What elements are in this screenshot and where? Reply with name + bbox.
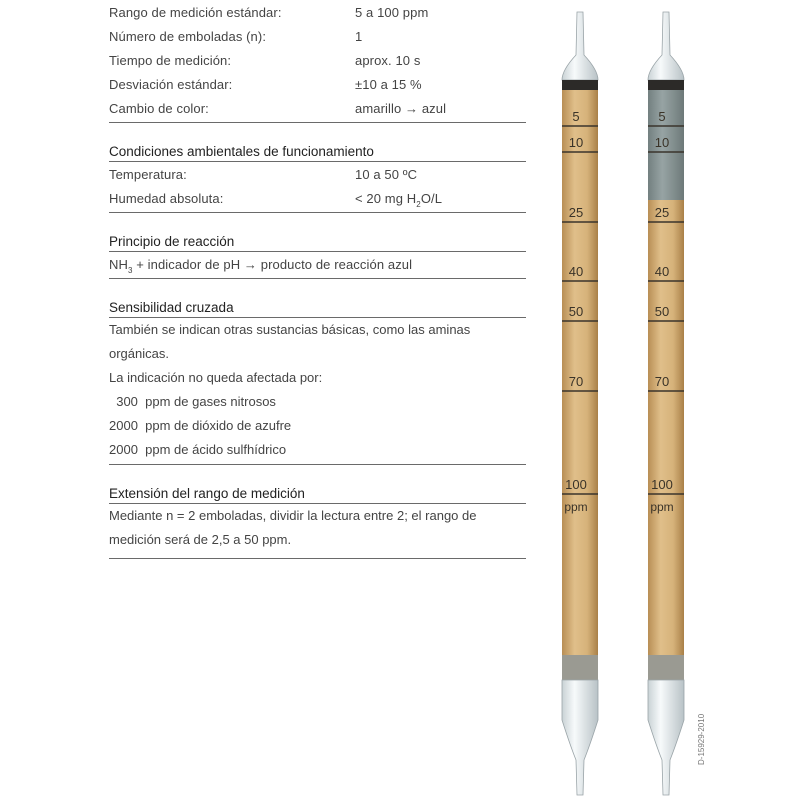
- reaction-formula: $NH_3$ + indicador de pH → producto de reacción azul: [109, 256, 413, 275]
- scale-label: 25: [568, 205, 584, 220]
- detector-tubes-image: [540, 0, 720, 800]
- spec-row: Rango de medición estándar: 5 a 100 ppm: [109, 4, 429, 20]
- scale-label: 10: [568, 135, 584, 150]
- humidity-value: < 20 mg $H_2O/L$: [355, 190, 443, 209]
- extension-text: Mediante n = 2 emboladas, dividir la lectura entre 2; el rango de medición será de 2,5 a 50 ppm.: [109, 508, 477, 547]
- scale-label: 50: [568, 304, 584, 319]
- scale-label: 40: [568, 264, 584, 279]
- document-text: [109, 0, 526, 559]
- section-title-ambient: Condiciones ambientales de funcionamiento: [109, 144, 374, 159]
- spec-row: Número de emboladas (n): 1: [109, 28, 363, 44]
- section-title-extension: Extensión del rango de medición: [109, 486, 305, 501]
- scale-label: 25: [654, 205, 670, 220]
- scale-label: 5: [658, 109, 666, 124]
- scale-unit: ppm: [650, 500, 674, 514]
- divider: [109, 558, 526, 559]
- ambient-row: Humedad absoluta: < 20 mg $H_2O/L$: [109, 186, 526, 210]
- scale-label: 100: [565, 477, 587, 492]
- image-code: D-15929-2010: [697, 713, 706, 765]
- scale-label: 40: [654, 264, 670, 279]
- tube-used: [648, 12, 684, 795]
- spec-row: Cambio de color: amarillo → azul: [109, 100, 447, 116]
- cross-text: También se indican otras sustancias básicas, como las aminas orgánicas. La indicación no queda afectada por: 300 ppm de gases nitrosos 2000 ppm de dióxido de azufre 2000 ppm de ácido sulfhídrico: [109, 322, 471, 457]
- ambient-row: Temperatura: 10 a 50 ºC: [109, 166, 418, 182]
- spec-row: Tiempo de medición: aprox. 10 s: [109, 52, 421, 68]
- scale-label: 70: [568, 374, 584, 389]
- scale-label: 5: [572, 109, 580, 124]
- scale-label: 70: [654, 374, 670, 389]
- section-title-cross: Sensibilidad cruzada: [109, 300, 234, 315]
- spec-row: Desviación estándar: ±10 a 15 %: [109, 76, 422, 92]
- scale-label: 50: [654, 304, 670, 319]
- scale-unit: ppm: [564, 500, 588, 514]
- scale-label: 100: [651, 477, 673, 492]
- section-title-reaction: Principio de reacción: [109, 234, 235, 249]
- tube-unused: [562, 12, 598, 795]
- scale-label: 10: [654, 135, 670, 150]
